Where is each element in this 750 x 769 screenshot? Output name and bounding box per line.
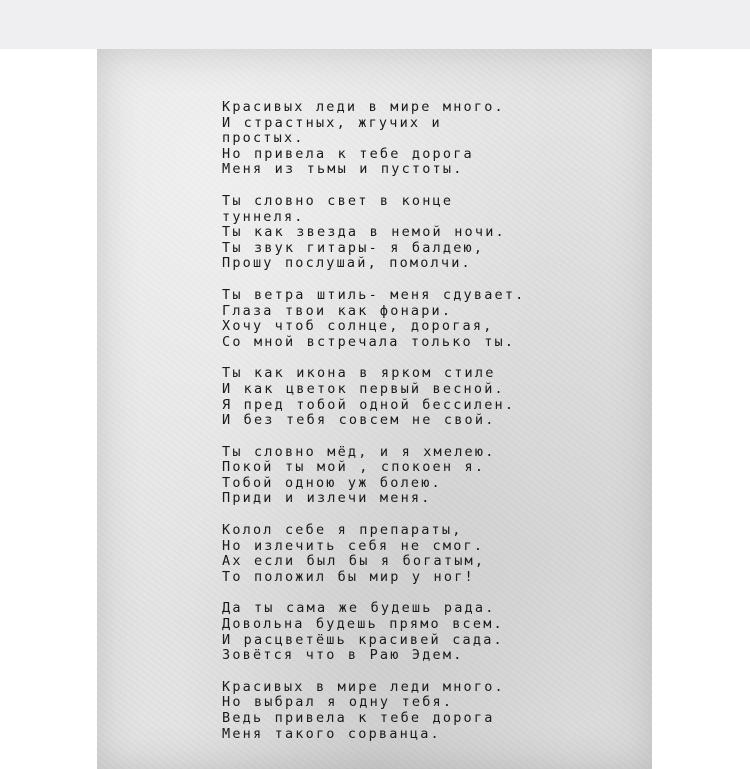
poem-line: Красивых в мире леди много.: [222, 678, 505, 695]
poem-line: Ты звук гитары- я балдею,: [222, 239, 485, 256]
poem-line: Довольна будешь прямо всем.: [222, 616, 504, 633]
poem-line: Меня такого сорванца.: [222, 725, 441, 742]
stanza-5: [222, 445, 622, 507]
poem-line: Но выбрал я одну тебя.: [222, 694, 454, 711]
stanza-4: [222, 366, 622, 428]
poem-line: Со мной встречала только ты.: [222, 333, 516, 350]
poem-text: [222, 100, 622, 758]
poem-line: Хочу чтоб солнце, дорогая,: [222, 318, 494, 335]
poem-line: Ты словно свет в конце: [222, 192, 454, 209]
poem-line: Меня из тьмы и пустоты.: [222, 161, 464, 178]
stanza-6: [222, 523, 622, 585]
poem-line: Я пред тобой одной бессилен.: [222, 396, 516, 413]
stanza-3: [222, 288, 622, 350]
poem-image: [97, 49, 652, 769]
poem-line: Ты ветра штиль- меня сдувает.: [222, 286, 526, 303]
poem-line: Глаза твои как фонари.: [222, 302, 453, 319]
top-bar: [0, 0, 750, 49]
poem-line: И страстных, жгучих и: [222, 114, 442, 131]
poem-line: Ах если был бы я богатым,: [222, 553, 486, 570]
poem-line: Красивых леди в мире много.: [222, 99, 505, 115]
poem-line: То положил бы мир у ног!: [222, 568, 475, 585]
poem-line: Но привела к тебе дорога: [222, 145, 474, 162]
stanza-1: [222, 100, 622, 178]
poem-line: И как цветок первый весной.: [222, 380, 505, 397]
poem-line: Приди и излечи меня.: [222, 490, 432, 507]
poem-line: Ведь привела к тебе дорога: [222, 710, 495, 726]
poem-line: простых.: [222, 130, 305, 147]
poem-line: Ты как звезда в немой ночи.: [222, 224, 506, 241]
stanza-8: [222, 680, 622, 742]
stanza-7: [222, 601, 622, 663]
poem-line: туннеля.: [222, 208, 305, 225]
poem-line: Ты как икона в ярком стиле: [222, 365, 496, 382]
poem-line: Ты словно мёд, и я хмелею.: [222, 443, 496, 460]
poem-line: И без тебя совсем не свой.: [222, 412, 496, 429]
poem-line: И расцветёшь красивей сада.: [222, 631, 504, 648]
poem-line: Но излечить себя не смог.: [222, 537, 485, 554]
poem-line: Покой ты мой , спокоен я.: [222, 459, 486, 476]
poem-line: Зовётся что в Раю Эдем.: [222, 647, 464, 664]
poem-line: Прошу послушай, помолчи.: [222, 255, 472, 272]
stanza-2: [222, 194, 622, 272]
poem-line: Тобой одною уж болею.: [222, 474, 442, 491]
poem-line: Да ты сама же будешь рада.: [222, 600, 496, 617]
poem-line: Колол себе я препараты,: [222, 522, 463, 539]
